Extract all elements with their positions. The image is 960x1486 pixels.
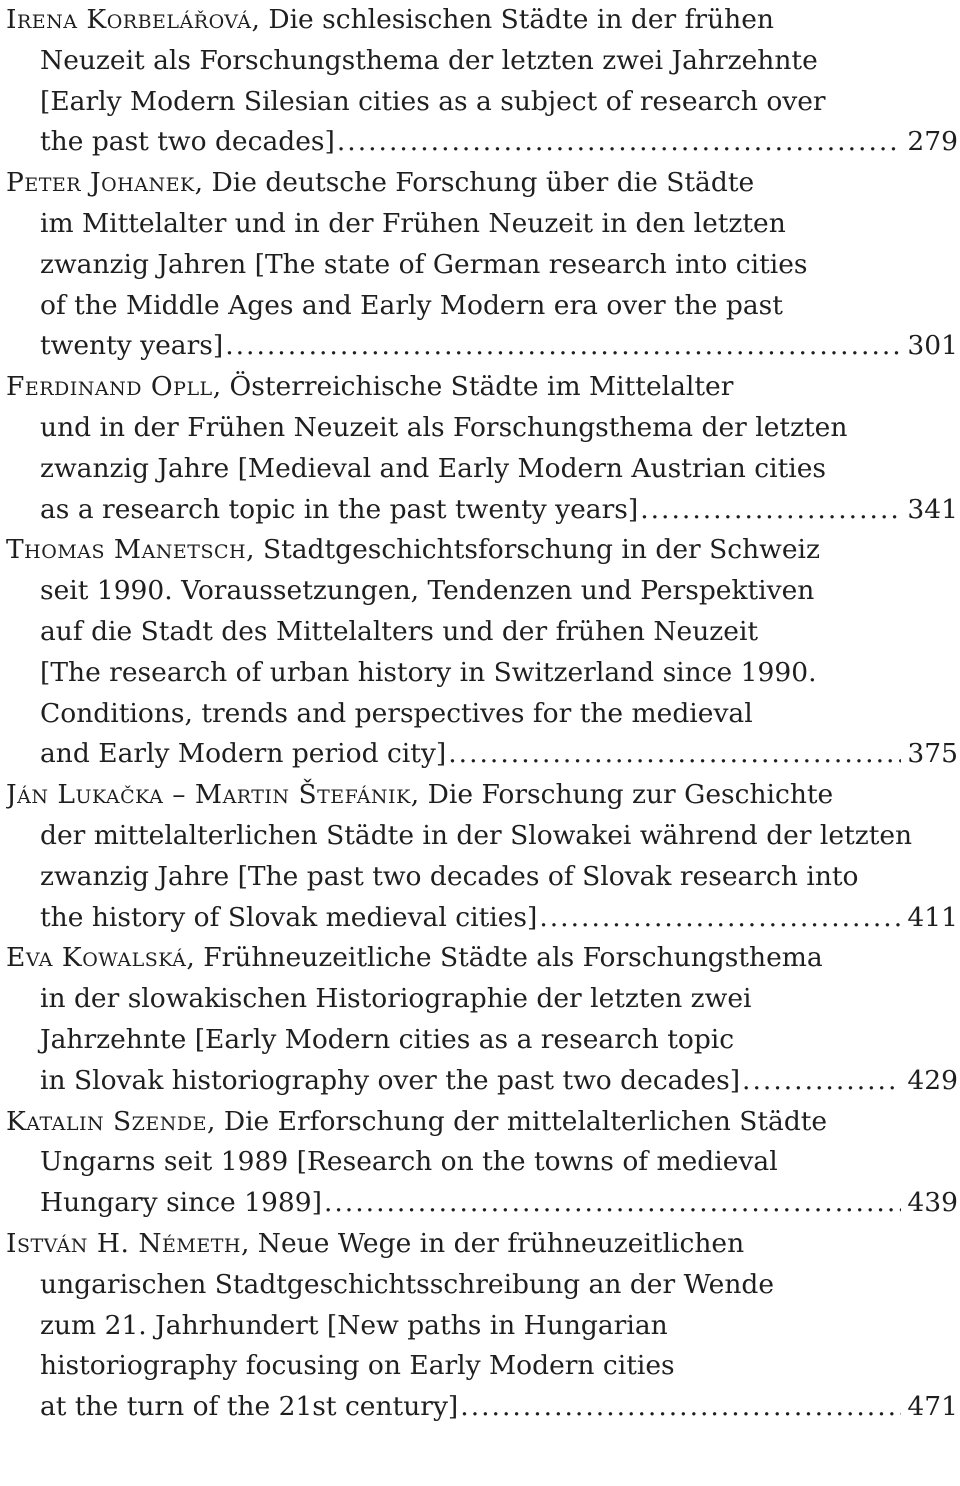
entry-last-line xyxy=(6,1387,958,1428)
toc-entry xyxy=(6,775,958,938)
entry-text-line: Neuzeit als Forschungsthema der letzten zwei Jahrzehnte xyxy=(40,44,818,76)
dot-leader xyxy=(337,122,902,163)
entry-text-line: Jahrzehnte [Early Modern cities as a research topic xyxy=(40,1023,735,1055)
page-number: 341 xyxy=(907,493,958,525)
toc-entry xyxy=(6,1224,958,1428)
entry-text-line: , Die schlesischen Städte in der frühen xyxy=(251,4,774,35)
entry-text-line: zwanzig Jahre [The past two decades of Slovak research into xyxy=(40,860,859,892)
entry-last-line xyxy=(6,898,958,939)
entry-text-line: , Die deutsche Forschung über die Städte xyxy=(194,167,755,199)
entry-text-line: [The research of urban history in Switzerland since 1990. xyxy=(40,656,817,688)
entry-text-line: of the Middle Ages and Early Modern era over the past xyxy=(40,289,783,321)
entry-last-line xyxy=(6,122,958,163)
entry-text-line: , Frühneuzeitliche Städte als Forschungsthema xyxy=(186,942,823,974)
entry-last-line xyxy=(6,1183,958,1224)
entry-text-line: , Die Erforschung der mittelalterlichen Städte xyxy=(206,1105,828,1137)
entry-text-line: auf die Stadt des Mittelalters und der frühen Neuzeit xyxy=(40,615,759,647)
entry-text-line: twenty years] xyxy=(40,330,224,362)
entry-text-line: the past two decades] xyxy=(40,126,335,158)
entry-text-line: and Early Modern period city] xyxy=(40,738,447,770)
page-number: 429 xyxy=(907,1064,958,1096)
entry-text-line: und in der Frühen Neuzeit als Forschungsthema der letzten xyxy=(40,411,848,443)
entry-first-line xyxy=(6,1224,958,1265)
toc-entry xyxy=(6,938,958,1101)
dot-leader xyxy=(539,898,901,939)
entry-last-line xyxy=(6,734,958,775)
entry-text-line: , Österreichische Städte im Mittelalter xyxy=(212,371,734,403)
dot-leader xyxy=(225,326,901,367)
entry-text-line: zum 21. Jahrhundert [New paths in Hungarian xyxy=(40,1309,668,1341)
entry-author: Peter Johanek xyxy=(6,167,195,199)
entry-author: Irena Korbelářová xyxy=(6,4,252,35)
entry-first-line xyxy=(6,1102,958,1143)
entry-text-line: at the turn of the 21st century] xyxy=(40,1391,459,1423)
entry-first-line xyxy=(6,0,958,41)
entry-text-line: Ungarns seit 1989 [Research on the towns of medieval xyxy=(40,1146,778,1178)
entry-text-line: in Slovak historiography over the past two decades] xyxy=(40,1064,741,1096)
entry-text-line: der mittelalterlichen Städte in der Slowakei während der letzten xyxy=(40,819,913,851)
entry-text-line: , Stadtgeschichtsforschung in der Schweiz xyxy=(246,534,820,566)
entry-text-line: historiography focusing on Early Modern cities xyxy=(40,1350,675,1382)
entry-first-line xyxy=(6,775,958,816)
entry-text-line: [Early Modern Silesian cities as a subject of research over xyxy=(40,85,826,117)
entry-author: István H. Németh xyxy=(6,1227,241,1259)
page-number: 439 xyxy=(907,1187,958,1219)
toc-entry xyxy=(6,530,958,775)
dot-leader xyxy=(460,1387,901,1428)
entry-text-line: the history of Slovak medieval cities] xyxy=(40,901,538,933)
dot-leader xyxy=(448,734,901,775)
entry-first-line xyxy=(6,938,958,979)
entry-author: Ferdinand Opll xyxy=(6,371,213,403)
page-number: 411 xyxy=(907,901,958,933)
entry-first-line xyxy=(6,530,958,571)
entry-last-line xyxy=(6,326,958,367)
dot-leader xyxy=(742,1061,901,1102)
entry-last-line xyxy=(6,490,958,531)
page-number: 471 xyxy=(907,1391,958,1423)
entry-text-line: Conditions, trends and perspectives for the medieval xyxy=(40,697,753,729)
entry-text-line: in der slowakischen Historiographie der letzten zwei xyxy=(40,983,752,1015)
entry-text-line: Hungary since 1989] xyxy=(40,1187,322,1219)
entry-author: Thomas Manetsch xyxy=(6,534,247,566)
entry-text-line: zwanzig Jahren [The state of German research into cities xyxy=(40,248,808,280)
toc-entry xyxy=(6,0,958,163)
entry-text-line: , Neue Wege in der frühneuzeitlichen xyxy=(240,1227,745,1259)
entry-text-line: , Die Forschung zur Geschichte xyxy=(410,779,834,811)
page-number: 301 xyxy=(907,330,958,362)
entry-text-line: seit 1990. Voraussetzungen, Tendenzen und Perspektiven xyxy=(40,575,815,607)
entry-author: Ján Lukačka – Martin Štefánik xyxy=(6,779,411,811)
entry-author: Katalin Szende xyxy=(6,1105,207,1137)
table-of-contents xyxy=(6,0,958,1428)
entry-first-line xyxy=(6,367,958,408)
entry-text-line: ungarischen Stadtgeschichtsschreibung an der Wende xyxy=(40,1268,775,1300)
entry-last-line xyxy=(6,1061,958,1102)
toc-entry xyxy=(6,163,958,367)
page-number: 279 xyxy=(907,126,958,158)
entry-text-line: as a research topic in the past twenty years] xyxy=(40,493,639,525)
entry-author: Eva Kowalská xyxy=(6,942,187,974)
toc-entry xyxy=(6,367,958,530)
dot-leader xyxy=(324,1183,901,1224)
entry-text-line: zwanzig Jahre [Medieval and Early Modern Austrian cities xyxy=(40,452,826,484)
entry-text-line: im Mittelalter und in der Frühen Neuzeit in den letzten xyxy=(40,207,786,239)
page-number: 375 xyxy=(907,738,958,770)
dot-leader xyxy=(640,490,901,531)
entry-first-line xyxy=(6,163,958,204)
toc-entry xyxy=(6,1102,958,1224)
